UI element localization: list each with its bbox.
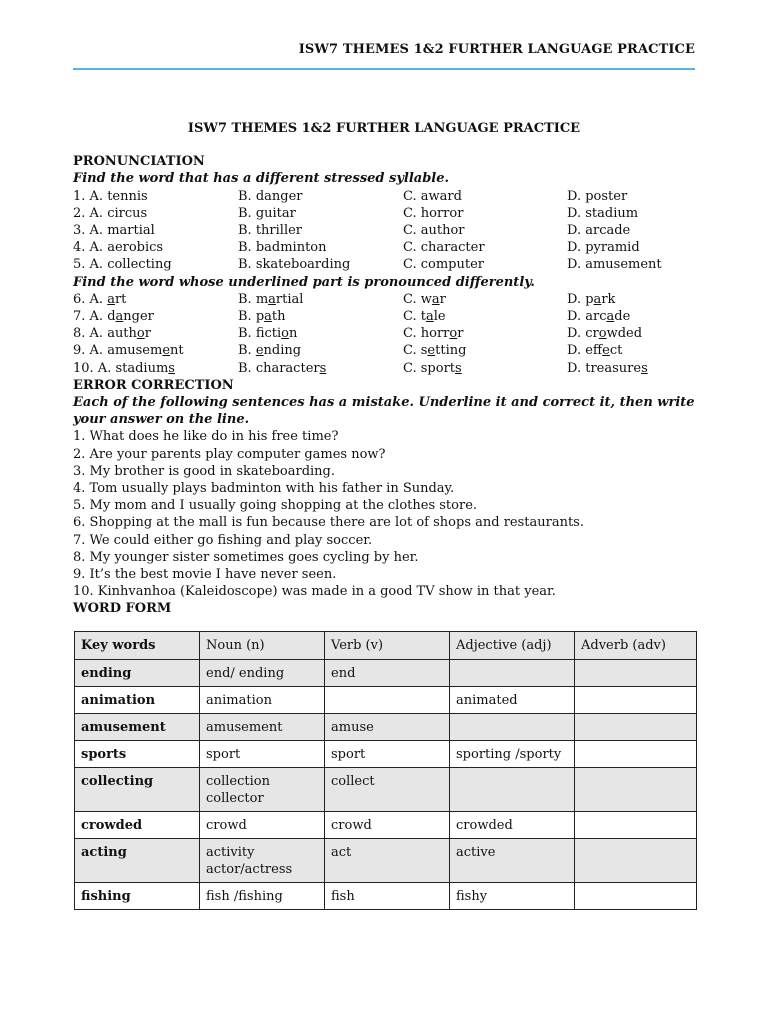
verb-cell: sport — [325, 741, 450, 768]
noun-cell: crowd — [200, 812, 325, 839]
underlined-part: o — [449, 326, 458, 342]
option-d: D. treasures — [567, 360, 648, 376]
noun-cell: activity actor/actress — [200, 839, 325, 883]
option-b: B. skateboarding — [238, 257, 351, 273]
option-c: C. award — [403, 188, 462, 204]
underlined-part: a — [264, 309, 272, 325]
noun-cell: animation — [200, 687, 325, 714]
table-row — [75, 714, 697, 741]
key-word-cell: animation — [75, 687, 200, 714]
adjective-cell: crowded — [450, 812, 575, 839]
underlined-part: a — [425, 309, 434, 325]
error-sentence-6: 6. Shopping at the mall is fun because there are lot of shops and restaurants. — [73, 515, 584, 531]
word-form-table-body — [75, 660, 697, 910]
error-correction-heading: ERROR CORRECTION — [73, 377, 234, 393]
underlined-part: a — [593, 291, 602, 307]
option-d: D. arcade — [567, 309, 631, 325]
option-b: B. fiction — [238, 326, 298, 342]
key-word-cell: acting — [75, 839, 200, 883]
key-word-cell: ending — [75, 660, 200, 687]
error-sentence-3: 3. My brother is good in skateboarding. — [73, 463, 336, 479]
key-word-cell: sports — [75, 741, 200, 768]
error-sentence-8: 8. My younger sister sometimes goes cycling by her. — [73, 549, 419, 565]
option-a: 2. A. circus — [73, 205, 148, 221]
option-b: B. ending — [238, 343, 302, 359]
underlined-part: e — [602, 343, 610, 359]
option-a: 6. A. art — [73, 291, 127, 307]
underlined-part: e — [255, 343, 264, 359]
adverb-cell — [575, 812, 697, 839]
col-header-verb: Verb (v) — [325, 632, 450, 660]
verb-cell: crowd — [325, 812, 450, 839]
adjective-cell — [450, 660, 575, 687]
error-sentence-10: 10. Kinhvanhoa (Kaleidoscope) was made in a good TV show in that year. — [73, 584, 556, 600]
verb-cell — [325, 687, 450, 714]
sound-question-10 — [73, 360, 695, 377]
table-row — [75, 687, 697, 714]
table-row — [75, 660, 697, 687]
underlined-part: o — [598, 326, 607, 342]
table-row — [75, 883, 697, 910]
stress-question-1 — [73, 188, 695, 205]
noun-cell: end/ ending — [200, 660, 325, 687]
error-sentence-list — [73, 428, 695, 600]
option-c: C. horror — [403, 205, 464, 221]
option-a: 1. A. tennis — [73, 188, 148, 204]
option-d: D. amusement — [567, 257, 662, 273]
underlined-part: s — [641, 360, 648, 376]
option-a: 9. A. amusement — [73, 343, 184, 359]
adverb-cell — [575, 741, 697, 768]
option-c: C. setting — [403, 343, 467, 359]
table-row — [75, 839, 697, 883]
adjective-cell: active — [450, 839, 575, 883]
underlined-part: a — [268, 291, 276, 307]
option-a: 10. A. stadiums — [73, 360, 175, 376]
option-d: D. poster — [567, 188, 628, 204]
option-d: D. pyramid — [567, 240, 640, 256]
underlined-part: s — [455, 360, 462, 376]
underlined-part: o — [136, 326, 145, 342]
underlined-part: a — [107, 291, 115, 307]
pronunciation-heading: PRONUNCIATION — [73, 154, 205, 170]
adverb-cell — [575, 687, 697, 714]
underlined-part: a — [606, 309, 615, 325]
adverb-cell — [575, 839, 697, 883]
underlined-part: a — [431, 291, 440, 307]
option-d: D. crowded — [567, 326, 643, 342]
option-b: B. badminton — [238, 240, 327, 256]
sound-question-7 — [73, 308, 695, 325]
option-b: B. characters — [238, 360, 327, 376]
adjective-cell: animated — [450, 687, 575, 714]
error-sentence-1: 1. What does he like do in his free time? — [73, 429, 339, 445]
verb-cell: collect — [325, 768, 450, 812]
option-d: D. park — [567, 291, 616, 307]
table-row — [75, 768, 697, 812]
underlined-part: e — [162, 343, 171, 359]
word-form-table — [74, 631, 697, 910]
adjective-cell: sporting /sporty — [450, 741, 575, 768]
table-header-row — [75, 632, 697, 660]
error-sentence-5: 5. My mom and I usually going shopping at the clothes store. — [73, 498, 478, 514]
noun-cell: collection collector — [200, 768, 325, 812]
underlined-part: s — [319, 360, 327, 376]
option-a: 5. A. collecting — [73, 257, 172, 273]
underlined-part: o — [281, 326, 289, 342]
header-divider — [73, 68, 695, 70]
option-a: 4. A. aerobics — [73, 240, 164, 256]
underlined-part: s — [168, 360, 175, 376]
word-form-heading: WORD FORM — [73, 601, 172, 617]
col-header-noun: Noun (n) — [200, 632, 325, 660]
col-header-adverb: Adverb (adv) — [575, 632, 697, 660]
verb-cell: act — [325, 839, 450, 883]
sound-question-6 — [73, 291, 695, 308]
option-b: B. danger — [238, 188, 303, 204]
option-b: B. thriller — [238, 223, 303, 239]
key-word-cell: crowded — [75, 812, 200, 839]
adjective-cell: fishy — [450, 883, 575, 910]
sound-instruction: Find the word whose underlined part is pronounced differently. — [73, 274, 535, 290]
error-correction-instruction: Each of the following sentences has a mistake. Underline it and correct it, then write your answer on the line. — [73, 395, 695, 428]
sound-question-list — [73, 291, 695, 377]
option-a: 3. A. martial — [73, 223, 155, 239]
option-c: C. author — [403, 223, 465, 239]
table-row — [75, 741, 697, 768]
col-header-adjective: Adjective (adj) — [450, 632, 575, 660]
adverb-cell — [575, 714, 697, 741]
adjective-cell — [450, 714, 575, 741]
col-header-key-words: Key words — [75, 632, 200, 660]
sound-question-8 — [73, 325, 695, 342]
stress-question-2 — [73, 205, 695, 222]
key-word-cell: fishing — [75, 883, 200, 910]
adverb-cell — [575, 660, 697, 687]
stress-question-4 — [73, 239, 695, 256]
stress-question-3 — [73, 222, 695, 239]
verb-cell: fish — [325, 883, 450, 910]
sound-question-9 — [73, 342, 695, 359]
option-c: C. character — [403, 240, 485, 256]
adverb-cell — [575, 768, 697, 812]
option-b: B. martial — [238, 291, 304, 307]
option-c: C. horror — [403, 326, 464, 342]
option-b: B. guitar — [238, 205, 296, 221]
error-sentence-2: 2. Are your parents play computer games now? — [73, 446, 386, 462]
adverb-cell — [575, 883, 697, 910]
verb-cell: amuse — [325, 714, 450, 741]
verb-cell: end — [325, 660, 450, 687]
option-c: C. sports — [403, 360, 462, 376]
stress-instruction: Find the word that has a different stressed syllable. — [73, 171, 450, 187]
noun-cell: fish /fishing — [200, 883, 325, 910]
option-d: D. stadium — [567, 205, 639, 221]
option-c: C. war — [403, 291, 446, 307]
underlined-part: e — [427, 343, 436, 359]
option-a: 7. A. danger — [73, 309, 154, 325]
running-header: ISW7 THEMES 1&2 FURTHER LANGUAGE PRACTICE — [298, 42, 695, 57]
key-word-cell: collecting — [75, 768, 200, 812]
worksheet-body — [73, 120, 695, 618]
noun-cell: amusement — [200, 714, 325, 741]
option-a: 8. A. author — [73, 326, 151, 342]
underlined-part: a — [115, 309, 124, 325]
error-sentence-7: 7. We could either go fishing and play soccer. — [73, 532, 373, 548]
adjective-cell — [450, 768, 575, 812]
document-title: ISW7 THEMES 1&2 FURTHER LANGUAGE PRACTICE — [187, 121, 581, 136]
option-d: D. effect — [567, 343, 623, 359]
option-d: D. arcade — [567, 223, 631, 239]
stress-question-5 — [73, 256, 695, 273]
stress-question-list — [73, 188, 695, 274]
key-word-cell: amusement — [75, 714, 200, 741]
error-sentence-4: 4. Tom usually plays badminton with his father in Sunday. — [73, 481, 455, 497]
table-row — [75, 812, 697, 839]
option-c: C. tale — [403, 309, 446, 325]
error-sentence-9: 9. It’s the best movie I have never seen. — [73, 567, 337, 583]
option-c: C. computer — [403, 257, 485, 273]
noun-cell: sport — [200, 741, 325, 768]
option-b: B. path — [238, 309, 286, 325]
